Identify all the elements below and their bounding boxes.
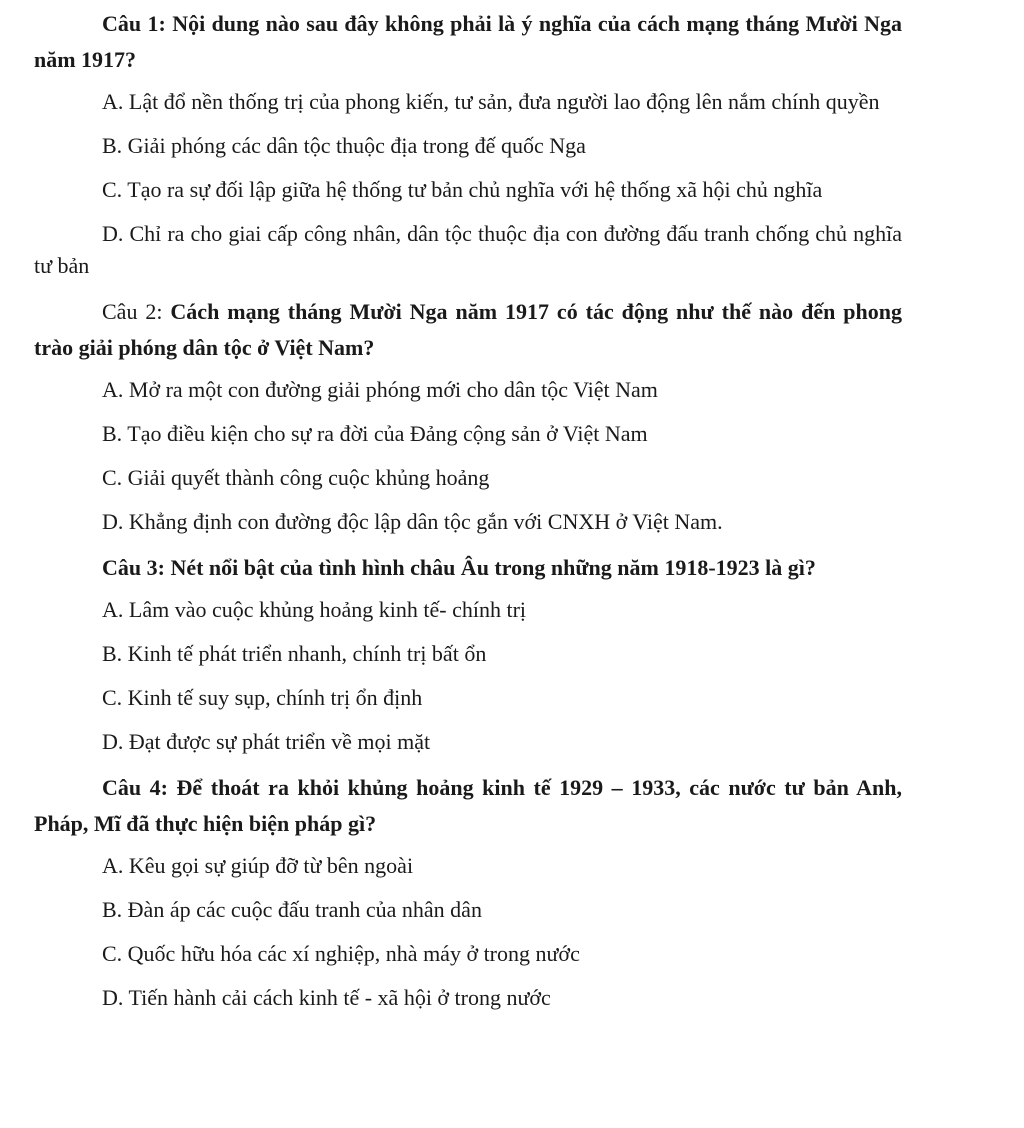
question-2-option-c: C. Giải quyết thành công cuộc khủng hoảng xyxy=(102,465,490,490)
question-1-prefix: Câu 1: xyxy=(102,11,173,36)
question-4-option-a: A. Kêu gọi sự giúp đỡ từ bên ngoài xyxy=(102,853,414,878)
question-2 xyxy=(34,294,902,366)
question-1-option-c: C. Tạo ra sự đối lập giữa hệ thống tư bản chủ nghĩa với hệ thống xã hội chủ nghĩa xyxy=(102,177,823,202)
document-body xyxy=(34,6,902,1026)
question-1-option-b: B. Giải phóng các dân tộc thuộc địa trong đế quốc Nga xyxy=(102,133,586,158)
question-3 xyxy=(34,550,902,586)
question-3-option-a: A. Lâm vào cuộc khủng hoảng kinh tế- chính trị xyxy=(102,597,527,622)
question-3-prefix: Câu 3: xyxy=(102,555,171,580)
question-3-text: Nét nổi bật của tình hình châu Âu trong những năm 1918-1923 là gì? xyxy=(170,555,816,580)
question-4-text: Để thoát ra khỏi khủng hoảng kinh tế 1929 – 1933, các nước tư bản Anh, Pháp, Mĩ đã thực hiện biện pháp gì? xyxy=(34,775,903,836)
question-3-option-b: B. Kinh tế phát triển nhanh, chính trị bất ổn xyxy=(102,641,487,666)
question-2-text: Cách mạng tháng Mười Nga năm 1917 có tác động như thế nào đến phong trào giải phóng dân tộc ở Việt Nam? xyxy=(34,299,902,360)
question-3-option-c: C. Kinh tế suy sụp, chính trị ổn định xyxy=(102,685,423,710)
question-1 xyxy=(34,6,902,78)
question-2-option-d: D. Khẳng định con đường độc lập dân tộc gắn với CNXH ở Việt Nam. xyxy=(102,509,723,534)
question-4-option-d: D. Tiến hành cải cách kinh tế - xã hội ở trong nước xyxy=(102,985,551,1010)
question-3-option-d: D. Đạt được sự phát triển về mọi mặt xyxy=(102,729,431,754)
question-2-option-b: B. Tạo điều kiện cho sự ra đời của Đảng cộng sản ở Việt Nam xyxy=(102,421,648,446)
question-4 xyxy=(34,770,902,842)
question-4-option-b: B. Đàn áp các cuộc đấu tranh của nhân dân xyxy=(102,897,482,922)
question-1-option-a: A. Lật đổ nền thống trị của phong kiến, tư sản, đưa người lao động lên nắm chính quyền xyxy=(102,89,880,114)
question-1-text: Nội dung nào sau đây không phải là ý nghĩa của cách mạng tháng Mười Nga năm 1917? xyxy=(34,11,903,72)
question-4-option-c: C. Quốc hữu hóa các xí nghiệp, nhà máy ở trong nước xyxy=(102,941,580,966)
question-1-option-d: D. Chỉ ra cho giai cấp công nhân, dân tộc thuộc địa con đường đấu tranh chống chủ nghĩa tư bản xyxy=(34,221,902,278)
question-2-option-a: A. Mở ra một con đường giải phóng mới cho dân tộc Việt Nam xyxy=(102,377,658,402)
question-2-prefix: Câu 2: xyxy=(102,299,171,324)
question-4-prefix: Câu 4: xyxy=(102,775,177,800)
